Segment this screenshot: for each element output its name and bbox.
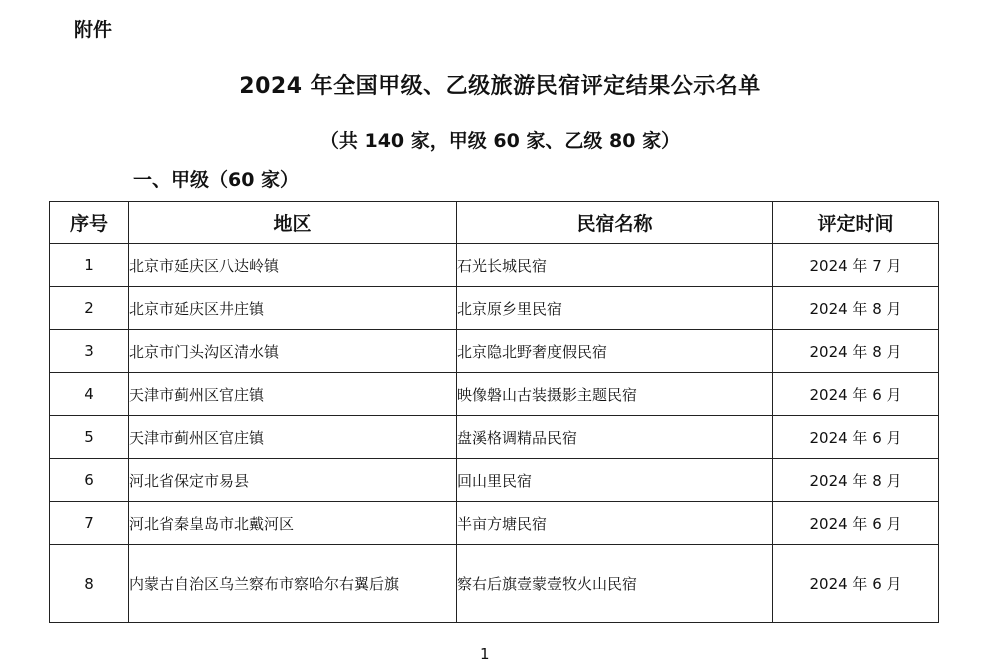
cell-date: 2024 年 6 月 bbox=[773, 416, 939, 459]
homestay-table bbox=[49, 201, 939, 623]
cell-name: 盘溪格调精品民宿 bbox=[457, 416, 773, 459]
section-heading: 一、甲级（60 家） bbox=[133, 169, 300, 191]
cell-no: 7 bbox=[50, 502, 129, 545]
table-row bbox=[50, 287, 939, 330]
cell-no: 8 bbox=[50, 545, 129, 623]
cell-no: 2 bbox=[50, 287, 129, 330]
table-row bbox=[50, 459, 939, 502]
cell-name: 察右后旗壹蒙壹牧火山民宿 bbox=[457, 545, 773, 623]
table-header-row bbox=[50, 202, 939, 244]
cell-name: 石光长城民宿 bbox=[457, 244, 773, 287]
header-no: 序号 bbox=[50, 202, 129, 244]
cell-date: 2024 年 8 月 bbox=[773, 459, 939, 502]
cell-date: 2024 年 6 月 bbox=[773, 502, 939, 545]
cell-no: 5 bbox=[50, 416, 129, 459]
header-region: 地区 bbox=[129, 202, 457, 244]
cell-name: 半亩方塘民宿 bbox=[457, 502, 773, 545]
header-date: 评定时间 bbox=[773, 202, 939, 244]
cell-name: 回山里民宿 bbox=[457, 459, 773, 502]
cell-name: 映像磐山古装摄影主题民宿 bbox=[457, 373, 773, 416]
cell-date: 2024 年 7 月 bbox=[773, 244, 939, 287]
cell-region: 天津市蓟州区官庄镇 bbox=[129, 373, 457, 416]
header-name: 民宿名称 bbox=[457, 202, 773, 244]
cell-region: 北京市门头沟区清水镇 bbox=[129, 330, 457, 373]
cell-no: 3 bbox=[50, 330, 129, 373]
cell-region: 北京市延庆区井庄镇 bbox=[129, 287, 457, 330]
cell-no: 6 bbox=[50, 459, 129, 502]
cell-region: 天津市蓟州区官庄镇 bbox=[129, 416, 457, 459]
cell-no: 4 bbox=[50, 373, 129, 416]
table-row bbox=[50, 330, 939, 373]
cell-name: 北京隐北野奢度假民宿 bbox=[457, 330, 773, 373]
table-row bbox=[50, 545, 939, 623]
cell-region: 河北省秦皇岛市北戴河区 bbox=[129, 502, 457, 545]
cell-date: 2024 年 6 月 bbox=[773, 545, 939, 623]
document-subtitle: （共 140 家，甲级 60 家、乙级 80 家） bbox=[319, 130, 681, 152]
cell-date: 2024 年 6 月 bbox=[773, 373, 939, 416]
cell-date: 2024 年 8 月 bbox=[773, 330, 939, 373]
table-row bbox=[50, 244, 939, 287]
cell-region: 北京市延庆区八达岭镇 bbox=[129, 244, 457, 287]
cell-region: 河北省保定市易县 bbox=[129, 459, 457, 502]
table-row bbox=[50, 373, 939, 416]
attachment-label: 附件 bbox=[74, 19, 113, 41]
cell-date: 2024 年 8 月 bbox=[773, 287, 939, 330]
document-title: 2024 年全国甲级、乙级旅游民宿评定结果公示名单 bbox=[239, 74, 761, 99]
table-row bbox=[50, 416, 939, 459]
cell-no: 1 bbox=[50, 244, 129, 287]
cell-region: 内蒙古自治区乌兰察布市察哈尔右翼后旗 bbox=[129, 545, 457, 623]
table-row bbox=[50, 502, 939, 545]
cell-name: 北京原乡里民宿 bbox=[457, 287, 773, 330]
page-number: 1 bbox=[480, 645, 490, 663]
